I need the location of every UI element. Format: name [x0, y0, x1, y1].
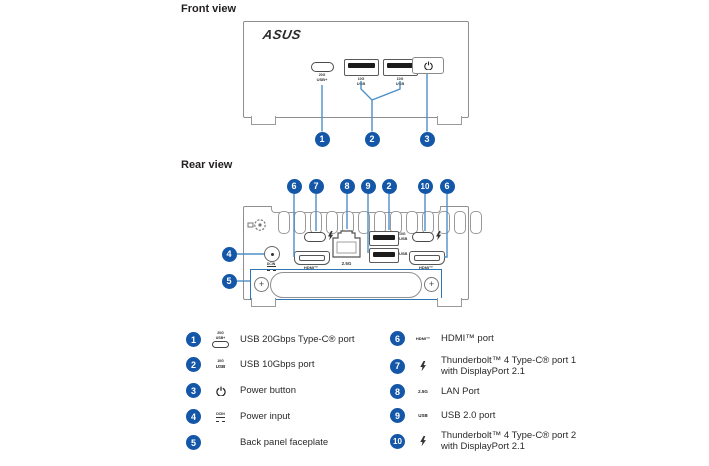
callout-badge-7: 7	[390, 359, 405, 374]
port-label-line: HDMI™	[303, 265, 319, 270]
port-label-line: USB	[399, 251, 408, 256]
callout-5: 5	[222, 274, 237, 289]
lan-2-5g-icon	[411, 389, 435, 395]
power-input-jack	[264, 246, 280, 262]
icon-text: 20G	[217, 331, 224, 335]
device-foot	[437, 116, 462, 125]
port-label-line: USB+	[316, 77, 328, 82]
callout-6-left: 6	[287, 179, 302, 194]
rear-usb-10g-label	[399, 232, 413, 241]
usb-2-0-icon	[411, 413, 435, 419]
rear-usb-2-0-port	[369, 248, 399, 263]
hdmi-port-left	[294, 251, 330, 265]
callout-badge-9: 9	[390, 408, 405, 423]
port-label-line: 10G	[399, 232, 406, 236]
hdmi-icon	[411, 336, 435, 341]
legend-label-10: Thunderbolt™ 4 Type-C® port 2 with DisplayPort 2.1	[441, 430, 577, 452]
port-label-line: USB	[356, 81, 366, 86]
callout-badge-5: 5	[186, 435, 201, 450]
legend-label-3: Power button	[240, 385, 296, 396]
legend-item-1	[186, 331, 355, 348]
callout-2-rear: 2	[382, 179, 397, 194]
device-foot	[437, 298, 462, 307]
port-label-line: 10G	[396, 77, 404, 81]
thunderbolt-port-1	[304, 232, 326, 242]
callout-badge-1: 1	[186, 332, 201, 347]
front-view-heading: Front view	[181, 3, 237, 15]
hdmi-port-right	[409, 251, 445, 265]
vent-slot	[294, 211, 306, 234]
callout-1: 1	[315, 132, 330, 147]
legend-label-6: HDMI™ port	[441, 333, 494, 344]
asus-logo: ASUS	[261, 27, 303, 42]
dc-in-icon	[207, 412, 234, 422]
legend-item-4	[186, 409, 290, 424]
screw-left: +	[254, 277, 269, 292]
front-usb-a-port-1	[344, 59, 379, 76]
hdmi-slot	[414, 255, 440, 261]
legend-label-8: LAN Port	[441, 386, 480, 397]
thunderbolt-icon	[411, 436, 435, 447]
icon-text: USB	[418, 412, 428, 418]
port-label-line: USB	[395, 81, 405, 86]
legend-item-2	[186, 357, 314, 372]
icon-text: 10G	[217, 359, 224, 364]
hdmi-slot	[299, 255, 325, 261]
front-usb-a-port-2-label	[388, 77, 412, 86]
vent-slot	[310, 211, 322, 234]
kensington-lock-icon	[247, 217, 269, 233]
legend-label-1: USB 20Gbps Type-C® port	[240, 334, 355, 345]
port-label-line: 2.5G	[341, 261, 352, 266]
legend-item-8	[390, 384, 591, 399]
legend-item-7	[390, 355, 591, 377]
usb-tongue	[348, 63, 375, 68]
callout-8: 8	[340, 179, 355, 194]
callout-badge-4: 4	[186, 409, 201, 424]
legend-label-4: Power input	[240, 411, 291, 422]
legend-item-3	[186, 383, 296, 398]
front-usb-c-port	[311, 62, 334, 72]
back-panel-faceplate	[270, 272, 422, 298]
lan-port-label	[335, 261, 358, 267]
jack-pin	[271, 253, 274, 256]
icon-text: 2.5G	[418, 388, 428, 394]
callout-10: 10	[418, 179, 433, 194]
legend-item-9	[390, 408, 591, 423]
legend-label-2: USB 10Gbps port	[240, 359, 315, 370]
callout-badge-8: 8	[390, 384, 405, 399]
usb-c-oval	[212, 341, 229, 348]
thunderbolt-icon	[435, 231, 442, 241]
legend-item-10	[390, 430, 591, 452]
screw-right: +	[424, 277, 439, 292]
icon-text: USB	[215, 364, 226, 370]
usb-tongue	[373, 252, 395, 257]
front-usb-c-port-label	[310, 73, 334, 82]
port-label-line: USB	[399, 236, 408, 241]
callout-4: 4	[222, 247, 237, 262]
vent-slot	[278, 211, 290, 234]
port-label-line: DCIN	[266, 262, 276, 266]
usb-tongue	[387, 63, 414, 68]
port-label-line: 20G	[318, 73, 326, 77]
power-icon	[424, 61, 433, 70]
power-icon	[207, 386, 234, 396]
callout-2: 2	[365, 132, 380, 147]
icon-text: DCIN	[216, 411, 225, 416]
vent-slot	[454, 211, 466, 234]
callout-9: 9	[361, 179, 376, 194]
legend-label-7: Thunderbolt™ 4 Type-C® port 1 with DisplayPort 2.1	[441, 355, 577, 377]
usb-tongue	[373, 235, 395, 240]
callout-badge-6: 6	[390, 331, 405, 346]
dc-symbol-icon	[216, 417, 225, 422]
legend-label-5: Back panel faceplate	[240, 437, 329, 448]
callout-badge-10: 10	[390, 434, 405, 449]
vent-slot	[422, 211, 434, 234]
thunderbolt-icon	[411, 361, 435, 372]
usb-10gbps-icon	[207, 359, 234, 370]
vent-slot	[406, 211, 418, 234]
port-label-line: HDMI™	[418, 265, 434, 270]
power-button	[412, 57, 444, 74]
port-label-line: 10G	[357, 77, 365, 81]
legend-label-9: USB 2.0 port	[441, 410, 496, 421]
icon-text: USB+	[215, 336, 226, 340]
device-foot	[251, 116, 276, 125]
callout-6-right: 6	[440, 179, 455, 194]
callout-badge-2: 2	[186, 357, 201, 372]
vent-slot	[470, 211, 482, 234]
rear-view-heading: Rear view	[181, 159, 233, 171]
callout-7: 7	[309, 179, 324, 194]
icon-text: HDMI™	[415, 336, 431, 341]
device-foot	[251, 298, 276, 307]
lan-port	[332, 230, 361, 258]
legend-item-6	[390, 331, 591, 346]
front-usb-a-port-1-label	[349, 77, 373, 86]
rear-usb-10g-port	[369, 231, 399, 246]
callout-badge-3: 3	[186, 383, 201, 398]
legend-item-5	[186, 435, 328, 450]
callout-3: 3	[420, 132, 435, 147]
usb-c-20gbps-icon	[207, 331, 234, 348]
thunderbolt-port-2	[412, 232, 434, 242]
